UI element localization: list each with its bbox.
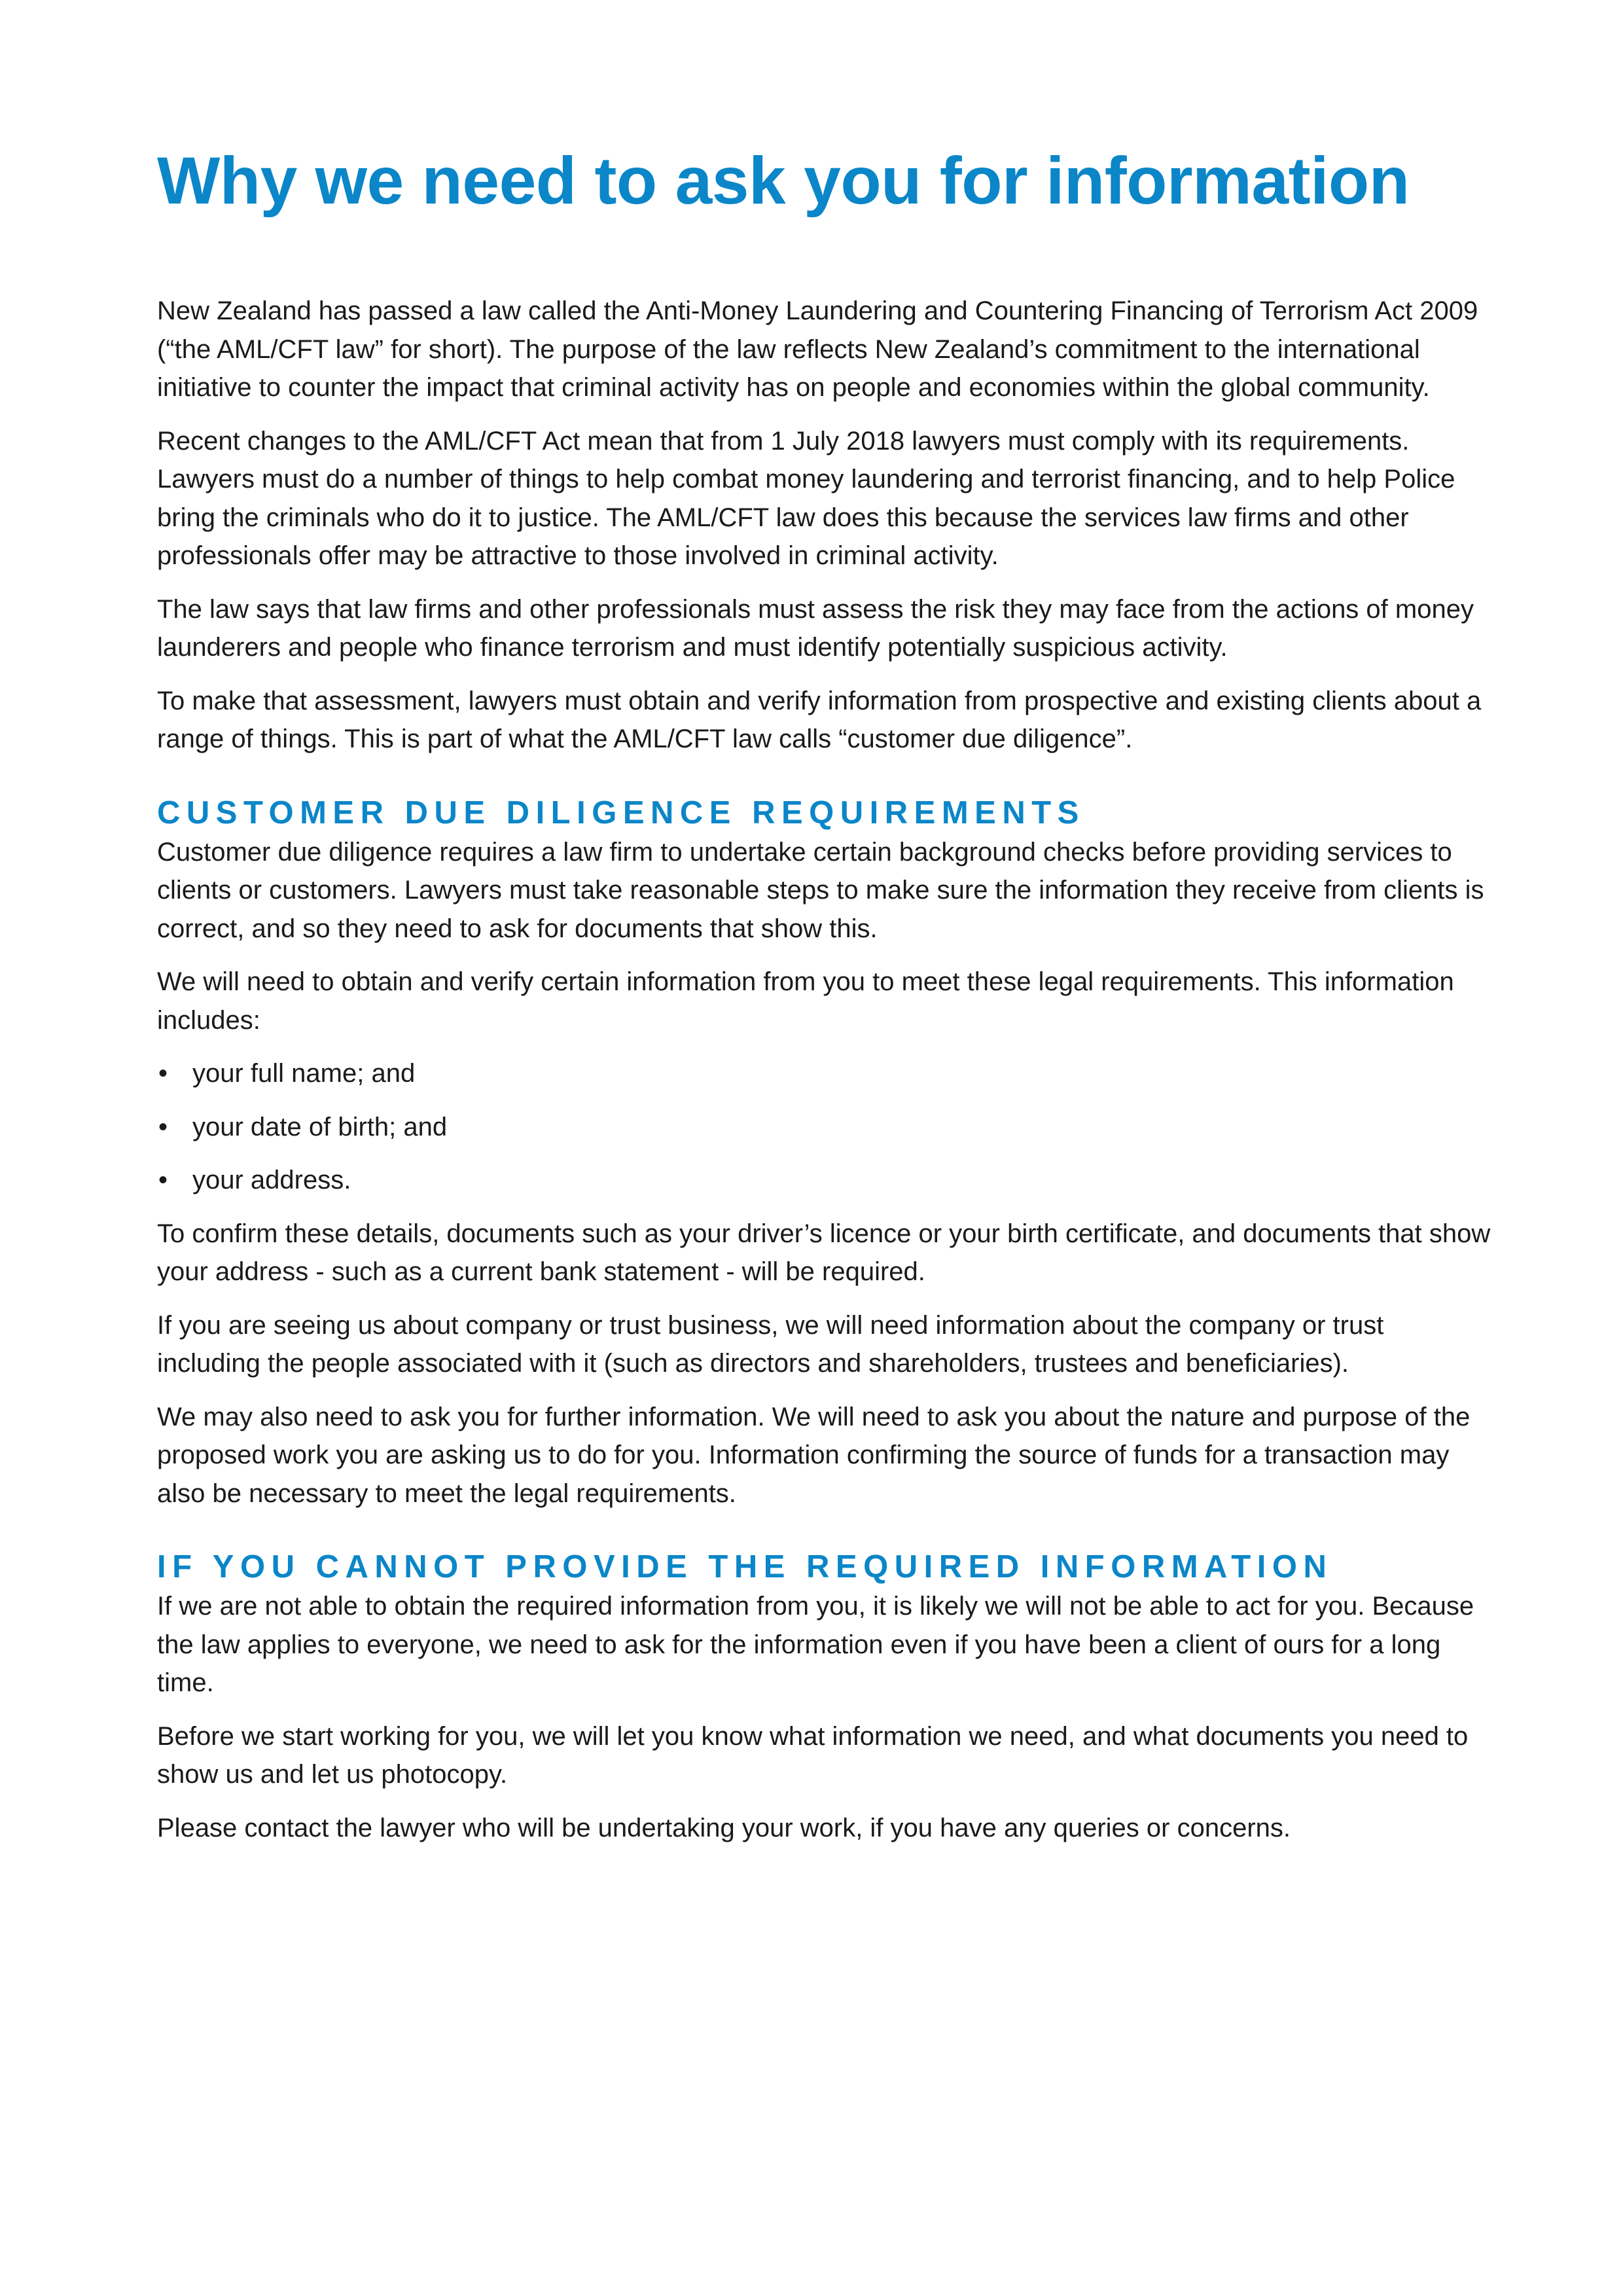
- cannot-paragraph-2: Before we start working for you, we will let you know what information we need, and what documents you need to show us and let us photocopy.: [157, 1721, 1469, 1789]
- cdd-paragraph-1: Customer due diligence requires a law firm to undertake certain background checks before providing services to clients or customers. Lawyers must take reasonable steps to make sure the information they receive from clients is correct, and so they need to ask for documents that show this.: [157, 837, 1484, 943]
- cdd-paragraph-4: If you are seeing us about company or trust business, we will need information about the company or trust including the people associated with it (such as directors and shareholders, trustees and beneficiaries).: [157, 1310, 1384, 1378]
- cdd-paragraph-2: We will need to obtain and verify certain information from you to meet these legal requirements. This information includes:: [157, 967, 1454, 1035]
- bullet-icon: •: [158, 1112, 168, 1141]
- document-body: [157, 292, 1492, 1862]
- list-item-text: your address.: [192, 1166, 351, 1194]
- list-item: [157, 1161, 1492, 1200]
- required-info-list: [157, 1054, 1492, 1200]
- list-item-text: your full name; and: [192, 1059, 416, 1088]
- bullet-icon: •: [158, 1059, 168, 1088]
- cannot-provide-heading: IF YOU CANNOT PROVIDE THE REQUIRED INFORMATION: [157, 1549, 1333, 1585]
- list-item: [157, 1108, 1492, 1147]
- cannot-paragraph-3: Please contact the lawyer who will be undertaking your work, if you have any queries or concerns.: [157, 1813, 1291, 1842]
- list-item: [157, 1054, 1492, 1093]
- page-title: Why we need to ask you for information: [157, 143, 1410, 218]
- cdd-paragraph-5: We may also need to ask you for further information. We will need to ask you about the nature and purpose of the proposed work you are asking us to do for you. Information confirming the source of funds for a transaction may also be necessary to meet the legal requirements.: [157, 1402, 1471, 1508]
- intro-paragraph-2: Recent changes to the AML/CFT Act mean that from 1 July 2018 lawyers must comply with its requirements. Lawyers must do a number of things to help combat money laundering and terrorist financing, and to help Police bring the criminals who do it to justice. The AML/CFT law does this because the services law firms and other professionals offer may be attractive to those involved in criminal activity.: [157, 426, 1455, 570]
- cdd-paragraph-3: To confirm these details, documents such as your driver’s licence or your birth certificate, and documents that show your address - such as a current bank statement - will be required.: [157, 1219, 1491, 1286]
- cannot-paragraph-1: If we are not able to obtain the required information from you, it is likely we will not be able to act for you. Because the law applies to everyone, we need to ask for the information even if you have been a client of ours for a long time.: [157, 1592, 1474, 1697]
- intro-paragraph-1: New Zealand has passed a law called the Anti-Money Laundering and Countering Financing of Terrorism Act 2009 (“the AML/CFT law” for short). The purpose of the law reflects New Zealand’s commitment to the international initiative to counter the impact that criminal activity has on people and economies within the global community.: [157, 296, 1478, 402]
- intro-paragraph-3: The law says that law firms and other professionals must assess the risk they may face from the actions of money launderers and people who finance terrorism and must identify potentially suspicious activity.: [157, 594, 1474, 662]
- intro-paragraph-4: To make that assessment, lawyers must obtain and verify information from prospective and existing clients about a range of things. This is part of what the AML/CFT law calls “customer due diligence”.: [157, 686, 1482, 753]
- list-item-text: your date of birth; and: [192, 1112, 448, 1141]
- cdd-heading: CUSTOMER DUE DILIGENCE REQUIREMENTS: [157, 795, 1085, 831]
- bullet-icon: •: [158, 1166, 168, 1194]
